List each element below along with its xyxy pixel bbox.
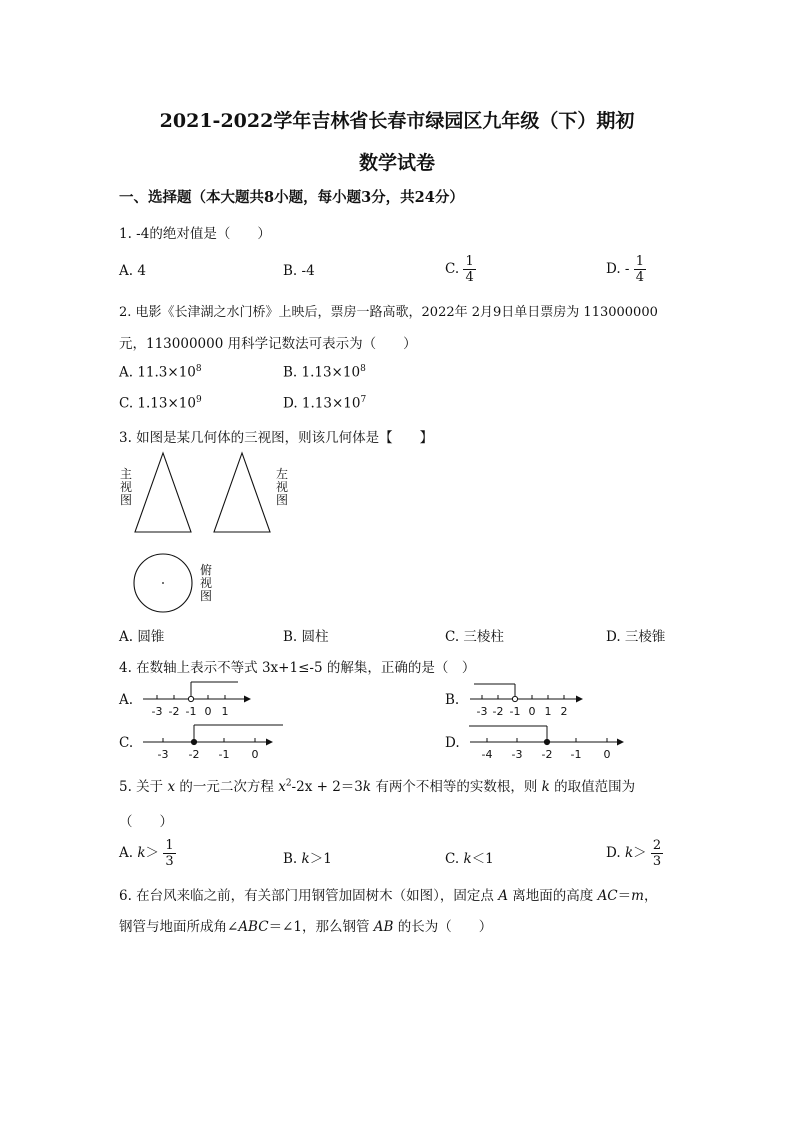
- q1-option-a: A. 4: [119, 263, 146, 279]
- top-view-label: 俯视图: [199, 563, 212, 603]
- q5-stem-line2: （ ）: [119, 814, 173, 830]
- math-exponent: 2: [285, 778, 292, 789]
- tick-label: -1: [218, 748, 230, 761]
- number-line-c: [143, 725, 283, 761]
- fraction-numerator: 2: [652, 838, 662, 853]
- tick-label: 0: [528, 705, 536, 718]
- q2-option-b-base: B. 1.13×10: [283, 364, 361, 381]
- q3-stem: 3. 如图是某几何体的三视图，则该几何体是【 】: [119, 430, 434, 446]
- math-relation: ＞: [633, 845, 647, 861]
- q1-stem: 1. -4的绝对值是（ ）: [119, 226, 271, 242]
- math-var: k: [137, 845, 146, 861]
- text-run: ＜1: [471, 851, 494, 867]
- tick-label: -3: [476, 705, 488, 718]
- tick-label: 0: [603, 748, 611, 761]
- tick-label: -3: [151, 705, 163, 718]
- text-run: 的长为（ ）: [393, 919, 493, 935]
- tick-label: -2: [188, 748, 200, 761]
- fraction-numerator: 1: [165, 838, 174, 853]
- tick-label: -2: [492, 705, 504, 718]
- q3-option-b: B. 圆柱: [283, 629, 329, 645]
- q2-option-c-exp: 9: [195, 395, 202, 405]
- section-heading-choice: 一、选择题（本大题共8小题，每小题3分，共24分）: [119, 189, 464, 206]
- left-view-label: 左视图: [275, 467, 288, 507]
- tick-label: -2: [541, 748, 553, 761]
- text-run: 的取值范围为: [549, 779, 636, 795]
- tick-label: -3: [157, 748, 169, 761]
- fraction-numerator: 1: [635, 254, 645, 269]
- number-line-d: [469, 726, 624, 761]
- option-label: C.: [445, 851, 464, 867]
- q2-option-d-exp: 7: [360, 395, 367, 405]
- math-var: x: [278, 779, 286, 795]
- math-var: x: [167, 779, 176, 795]
- text-run: 钢管与地面所成角∠: [119, 919, 239, 935]
- q2-option-c-base: C. 1.13×10: [119, 395, 196, 412]
- q3-option-a: A. 圆锥: [119, 629, 165, 645]
- fraction-denominator: 4: [465, 270, 474, 285]
- q6-stem-line2: [119, 915, 492, 935]
- q5-option-a: [119, 838, 176, 869]
- math-var: k: [362, 779, 372, 795]
- number-line-a: [143, 682, 251, 718]
- tick-label: -1: [185, 705, 197, 718]
- q4-option-c-label: C.: [119, 735, 134, 751]
- fraction-denominator: 3: [165, 854, 174, 869]
- math-var: k: [463, 851, 472, 867]
- q1-option-d-label: D. -: [606, 261, 630, 277]
- number-line-b: [470, 684, 583, 718]
- math-var: k: [301, 851, 310, 867]
- math-var: ABC: [238, 919, 269, 935]
- math-relation: ＞: [145, 845, 160, 861]
- tick-label: -3: [511, 748, 523, 761]
- text-run: -2x + 2＝3: [291, 779, 363, 795]
- math-var: A: [498, 888, 508, 904]
- q5-option-a-fraction: [163, 838, 175, 869]
- closed-endpoint: [191, 739, 196, 744]
- q2-stem-line1: 2. 电影《长津湖之水门桥》上映后，票房一路高歌，2022年 2月9日单日票房为 113000000: [119, 305, 658, 320]
- q5-stem-line1: [119, 775, 635, 795]
- q4-option-a-label: A.: [119, 692, 134, 708]
- text-run: 的一元二次方程: [175, 779, 279, 795]
- tick-label: 0: [251, 748, 259, 761]
- text-run: ＝: [617, 888, 632, 904]
- q3-option-c: C. 三棱柱: [445, 629, 504, 645]
- q5-option-b: [283, 847, 332, 867]
- q4-option-b-label: B.: [445, 692, 460, 708]
- open-endpoint: [512, 696, 517, 701]
- q4-stem: 4. 在数轴上表示不等式 3x+1≤-5 的解集，正确的是（ ）: [119, 660, 476, 676]
- fraction-denominator: 4: [635, 270, 645, 285]
- text-run: 6. 在台风来临之前，有关部门用钢管加固树木（如图），固定点: [119, 888, 499, 904]
- tick-label: -2: [168, 705, 180, 718]
- tick-label: 0: [204, 705, 212, 718]
- q3-option-d: D. 三棱锥: [606, 629, 666, 645]
- option-label: B.: [283, 851, 302, 867]
- exam-title-line2: 数学试卷: [358, 152, 435, 174]
- text-run: ＝∠1，那么钢管: [268, 919, 374, 935]
- fraction-numerator: 1: [465, 254, 474, 269]
- tick-label: 1: [544, 705, 552, 718]
- q2-option-b-exp: 8: [360, 364, 366, 374]
- closed-endpoint: [544, 739, 549, 744]
- option-label: D.: [606, 845, 625, 861]
- math-var: k: [541, 779, 550, 795]
- front-view-label: 主视图: [119, 467, 132, 507]
- text-run: ，: [643, 888, 658, 904]
- q6-stem-line1: [119, 884, 657, 904]
- tick-label: -4: [481, 748, 493, 761]
- q2-option-d-base: D. 1.13×10: [283, 395, 361, 412]
- exam-title-line1: 2021-2022学年吉林省长春市绿园区九年级（下）期初: [159, 110, 635, 132]
- q2-stem-line2: 元，113000000 用科学记数法可表示为（ ）: [119, 336, 417, 352]
- math-var: AC: [597, 888, 618, 904]
- tick-label: -1: [570, 748, 582, 761]
- q1-option-c-label: C.: [445, 261, 460, 277]
- text-run: ＞1: [309, 851, 332, 867]
- q2-option-a-base: A. 11.3×10: [119, 364, 196, 381]
- q2-option-a-exp: 8: [195, 364, 202, 374]
- math-var: AB: [373, 919, 394, 935]
- text-run: 5. 关于: [119, 779, 168, 795]
- option-label: A.: [119, 845, 138, 861]
- q4-option-d-label: D.: [445, 735, 460, 751]
- math-var: m: [631, 888, 644, 904]
- open-endpoint: [188, 696, 193, 701]
- q5-option-d-fraction: [651, 838, 663, 869]
- tick-label: -1: [509, 705, 521, 718]
- tick-label: 2: [560, 705, 568, 718]
- math-var: k: [624, 845, 634, 861]
- text-run: 离地面的高度: [507, 888, 598, 904]
- fraction-denominator: 3: [652, 854, 662, 869]
- q5-option-d: [606, 838, 663, 869]
- text-run: 有两个不相等的实数根，则: [371, 779, 542, 795]
- tick-label: 1: [221, 705, 229, 718]
- q1-option-b: B. -4: [283, 263, 315, 279]
- q5-option-c: [445, 847, 494, 867]
